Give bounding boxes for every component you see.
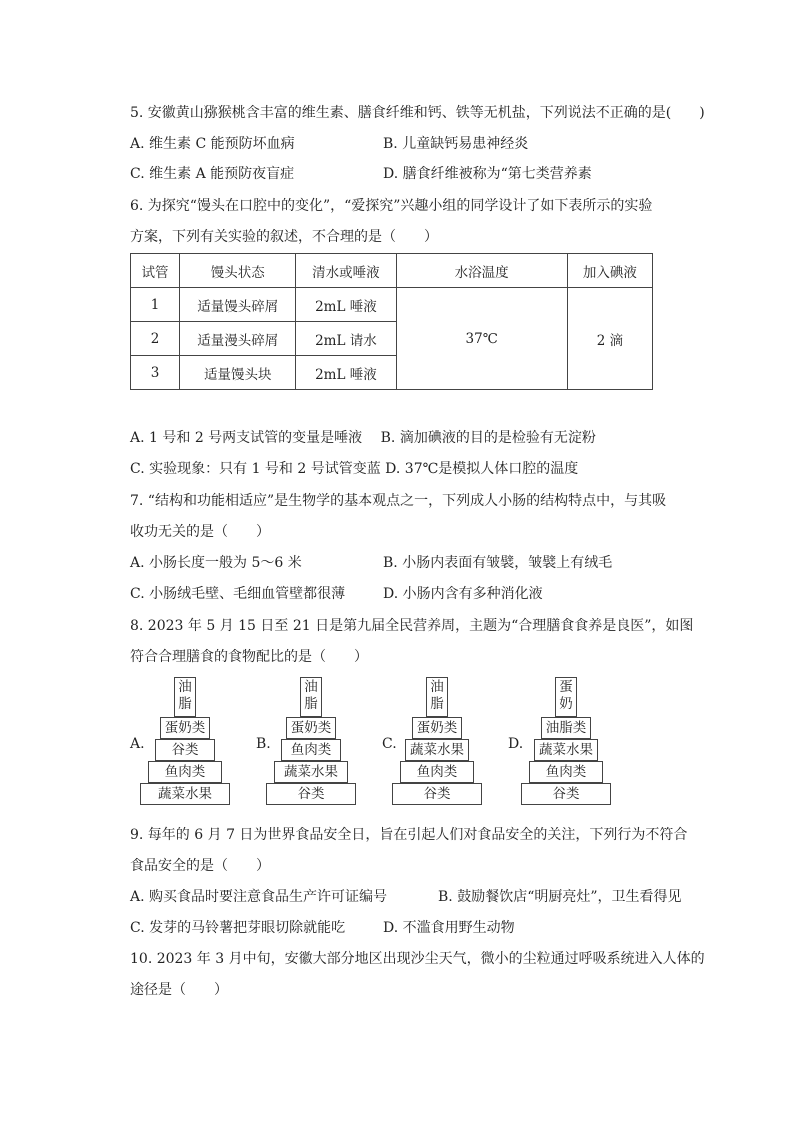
q7-stem-line2: 收功无关的是（ ）: [130, 524, 270, 540]
q9-option-c: C. 发芽的马铃薯把芽眼切除就能吃: [130, 920, 346, 936]
q5-option-c: C. 维生素 A 能预防夜盲症: [130, 166, 295, 182]
q5-option-b: B. 儿童缺钙易患神经炎: [383, 136, 529, 152]
q9-option-b: B. 鼓励餐饮店“明厨亮灶”，卫生看得见: [438, 889, 682, 905]
q6-stem-line2: 方案，下列有关实验的叙述，不合理的是（ ）: [130, 229, 438, 245]
pyramid-tier: 蔬菜水果: [274, 761, 348, 783]
header-liquid: 清水或唾液: [296, 254, 396, 288]
pyramid-tier: 蔬菜水果: [140, 783, 230, 805]
q7-option-a: A. 小肠长度一般为 5～6 米: [130, 555, 302, 571]
pyramid-tier: 蛋奶类: [286, 717, 336, 739]
table-row: [131, 288, 653, 322]
cell-liquid: 2mL 唾液: [296, 288, 396, 322]
q5-option-a: A. 维生素 C 能预防坏血病: [130, 136, 295, 152]
header-temperature: 水浴温度: [396, 254, 567, 288]
q7-option-b: B. 小肠内表面有皱襞，皱襞上有绒毛: [383, 555, 613, 571]
q9-option-a: A. 购买食品时要注意食品生产许可证编号: [130, 889, 388, 905]
header-iodine: 加入碘液: [567, 254, 652, 288]
pyramid-tier: 蔬菜水果: [534, 739, 598, 761]
q8-option-letter: A.: [130, 736, 145, 752]
cell-liquid: 2mL 唾液: [296, 356, 396, 390]
q5-stem: 5. 安徽黄山猕猴桃含丰富的维生素、膳食纤维和钙、铁等无机盐，下列说法不正确的是( ): [130, 105, 705, 121]
pyramid-tier: 鱼肉类: [400, 761, 474, 783]
q8-option-letter: B.: [256, 736, 271, 752]
pyramid-tier: 鱼肉类: [529, 761, 603, 783]
pyramid-tier: 谷类: [521, 783, 611, 805]
cell-liquid: 2mL 请水: [296, 322, 396, 356]
pyramid-tier: 油脂: [174, 677, 196, 717]
header-state: 馒头状态: [180, 254, 296, 288]
q8-stem-line2: 符合合理膳食的食物配比的是（ ）: [130, 649, 368, 665]
pyramid-tier: 蛋奶类: [412, 717, 462, 739]
cell-state: 适量馒头块: [180, 356, 296, 390]
q10-stem-line1: 10. 2023 年 3 月中旬，安徽大部分地区出现沙尘天气，微小的尘粒通过呼吸系统进入人体的: [130, 951, 705, 967]
pyramid-tier: 谷类: [392, 783, 482, 805]
pyramid-tier: 谷类: [155, 739, 215, 761]
cell-tube: 3: [131, 356, 180, 390]
q6-options-ab: A. 1 号和 2 号两支试管的变量是唾液 B. 滴加碘液的目的是检验有无淀粉: [130, 430, 596, 446]
q5-option-d: D. 膳食纤维被称为“第七类营养素: [383, 166, 592, 182]
q6-stem-line1: 6. 为探究“馒头在口腔中的变化”，“爱探究”兴趣小组的同学设计了如下表所示的实验: [130, 198, 653, 214]
q8-option-letter: D.: [508, 736, 524, 752]
pyramid-tier: 蛋奶类: [160, 717, 210, 739]
pyramid-tier: 鱼肉类: [281, 739, 341, 761]
pyramid-tier: 鱼肉类: [148, 761, 222, 783]
cell-iodine: 2 滴: [567, 288, 652, 390]
q7-stem-line1: 7. “结构和功能相适应”是生物学的基本观点之一，下列成人小肠的结构特点中，与其吸: [130, 493, 667, 509]
q8-stem-line1: 8. 2023 年 5 月 15 日至 21 日是第九届全民营养周，主题为“合理膳食食养是良医”，如图: [130, 618, 694, 634]
q9-option-d: D. 不滥食用野生动物: [383, 920, 515, 936]
q7-option-d: D. 小肠内含有多种消化液: [383, 586, 543, 602]
q10-stem-line2: 途径是（ ）: [130, 982, 228, 998]
pyramid-tier: 油脂: [426, 677, 448, 717]
q8-option-letter: C.: [382, 736, 397, 752]
q9-stem-line1: 9. 每年的 6 月 7 日为世界食品安全日，旨在引起人们对食品安全的关注，下列行为不符合: [130, 827, 688, 843]
q7-option-c: C. 小肠绒毛壁、毛细血管壁都很薄: [130, 586, 346, 602]
pyramid-tier: 油脂类: [541, 717, 591, 739]
pyramid-tier: 蔬菜水果: [405, 739, 469, 761]
experiment-table: [130, 253, 653, 390]
cell-temperature: 37℃: [396, 288, 567, 390]
q6-options-cd: C. 实验现象：只有 1 号和 2 号试管变蓝 D. 37℃是模拟人体口腔的温度: [130, 461, 579, 477]
cell-tube: 1: [131, 288, 180, 322]
pyramid-tier: 蛋奶: [555, 677, 577, 717]
q9-stem-line2: 食品安全的是（ ）: [130, 858, 270, 874]
cell-state: 适量馒头碎屑: [180, 288, 296, 322]
header-tube: 试管: [131, 254, 180, 288]
pyramid-tier: 油脂: [300, 677, 322, 717]
cell-tube: 2: [131, 322, 180, 356]
cell-state: 适量漫头碎屑: [180, 322, 296, 356]
table-header-row: [131, 254, 653, 288]
pyramid-tier: 谷类: [266, 783, 356, 805]
